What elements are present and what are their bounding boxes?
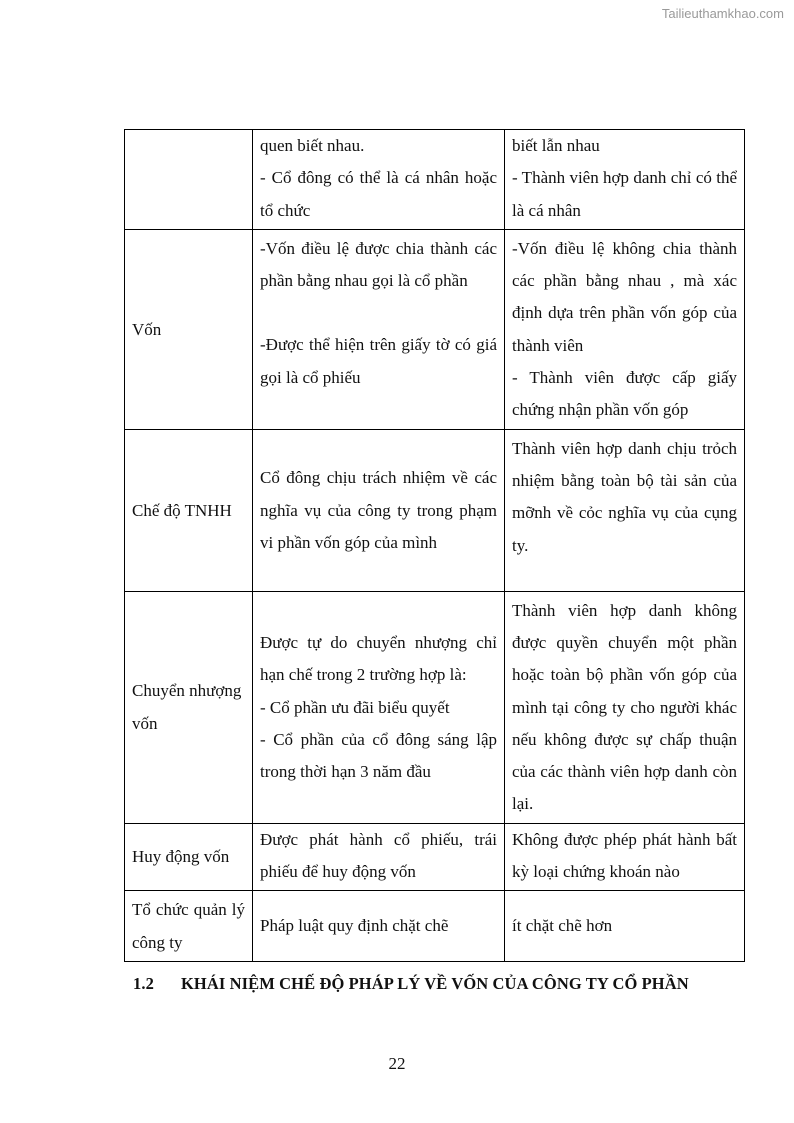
cell-text: ít chặt chẽ hơn (512, 916, 613, 936)
joint-stock-cell (253, 591, 505, 823)
cell-text: Thành viên hợp danh không được quyền chuyển một phần hoặc toàn bộ phần vốn góp của mình tại công ty cho người khác nếu không được sự chấp thuận của các thành viên hợp danh còn lại. (512, 600, 737, 814)
cell-text: Không được phép phát hành bất kỳ loại chứng khoán nào (512, 829, 737, 882)
cell-text: - Cổ phần ưu đãi biểu quyết (260, 697, 450, 717)
cell-text: - Cổ phần của cổ đông sáng lập trong thời hạn 3 năm đầu (260, 729, 497, 782)
partnership-cell (505, 130, 745, 230)
table-row (125, 591, 745, 823)
cell-text: - Cổ đông có thể là cá nhân hoặc tổ chức (260, 168, 497, 220)
criterion-cell: Vốn (125, 229, 253, 429)
cell-text: Pháp luật quy định chặt chẽ (260, 916, 449, 936)
criterion-cell: Huy động vốn (125, 823, 253, 891)
comparison-table (124, 129, 745, 962)
cell-text: - Thành viên hợp danh chỉ có thể là cá nhân (512, 168, 737, 220)
joint-stock-cell (253, 429, 505, 591)
cell-text: - Thành viên được cấp giấy chứng nhận phần vốn góp (512, 368, 737, 420)
partnership-cell (505, 429, 745, 591)
criterion-cell: Tổ chức quản lý công ty (125, 891, 253, 962)
cell-text: -Được thể hiện trên giấy tờ có giá gọi là cổ phiếu (260, 335, 497, 387)
partnership-cell (505, 891, 745, 962)
section-number: 1.2 (133, 974, 154, 993)
page-number: 22 (388, 1054, 406, 1073)
table-row (125, 823, 745, 891)
table-row (125, 130, 745, 230)
cell-text: Cổ đông chịu trách nhiệm về các nghĩa vụ của công ty trong phạm vi phần vốn góp của mình (260, 468, 497, 552)
cell-text: quen biết nhau. (260, 136, 365, 155)
cell-text: Được tự do chuyển nhượng chỉ hạn chế trong 2 trường hợp là: (260, 632, 497, 685)
partnership-cell (505, 229, 745, 429)
joint-stock-cell (253, 229, 505, 429)
joint-stock-cell (253, 823, 505, 891)
partnership-cell (505, 823, 745, 891)
watermark: Tailieuthamkhao.com (661, 6, 784, 21)
criterion-cell: Chuyển nhượng vốn (125, 591, 253, 823)
cell-text: -Vốn điều lệ được chia thành các phần bằng nhau gọi là cổ phần (260, 238, 497, 291)
table-row (125, 229, 745, 429)
cell-text: Được phát hành cổ phiếu, trái phiếu để huy động vốn (260, 829, 497, 882)
section-heading (133, 974, 689, 994)
cell-text: biết lẫn nhau (512, 136, 600, 155)
joint-stock-cell (253, 891, 505, 962)
partnership-cell (505, 591, 745, 823)
cell-text: Thành viên hợp danh chịu trỏch nhiệm bằng toàn bộ tài sản của mỡnh về cỏc nghĩa vụ của cụng ty. (512, 438, 737, 555)
criterion-cell (125, 130, 253, 230)
joint-stock-cell (253, 130, 505, 230)
cell-text: -Vốn điều lệ không chia thành các phần bằng nhau , mà xác định dựa trên phần vốn góp của thành viên (512, 238, 737, 355)
criterion-cell: Chế độ TNHH (125, 429, 253, 591)
table-row (125, 429, 745, 591)
table-row (125, 891, 745, 962)
section-title: KHÁI NIỆM CHẾ ĐỘ PHÁP LÝ VỀ VỐN CỦA CÔNG TY CỔ PHẦN (181, 974, 689, 993)
